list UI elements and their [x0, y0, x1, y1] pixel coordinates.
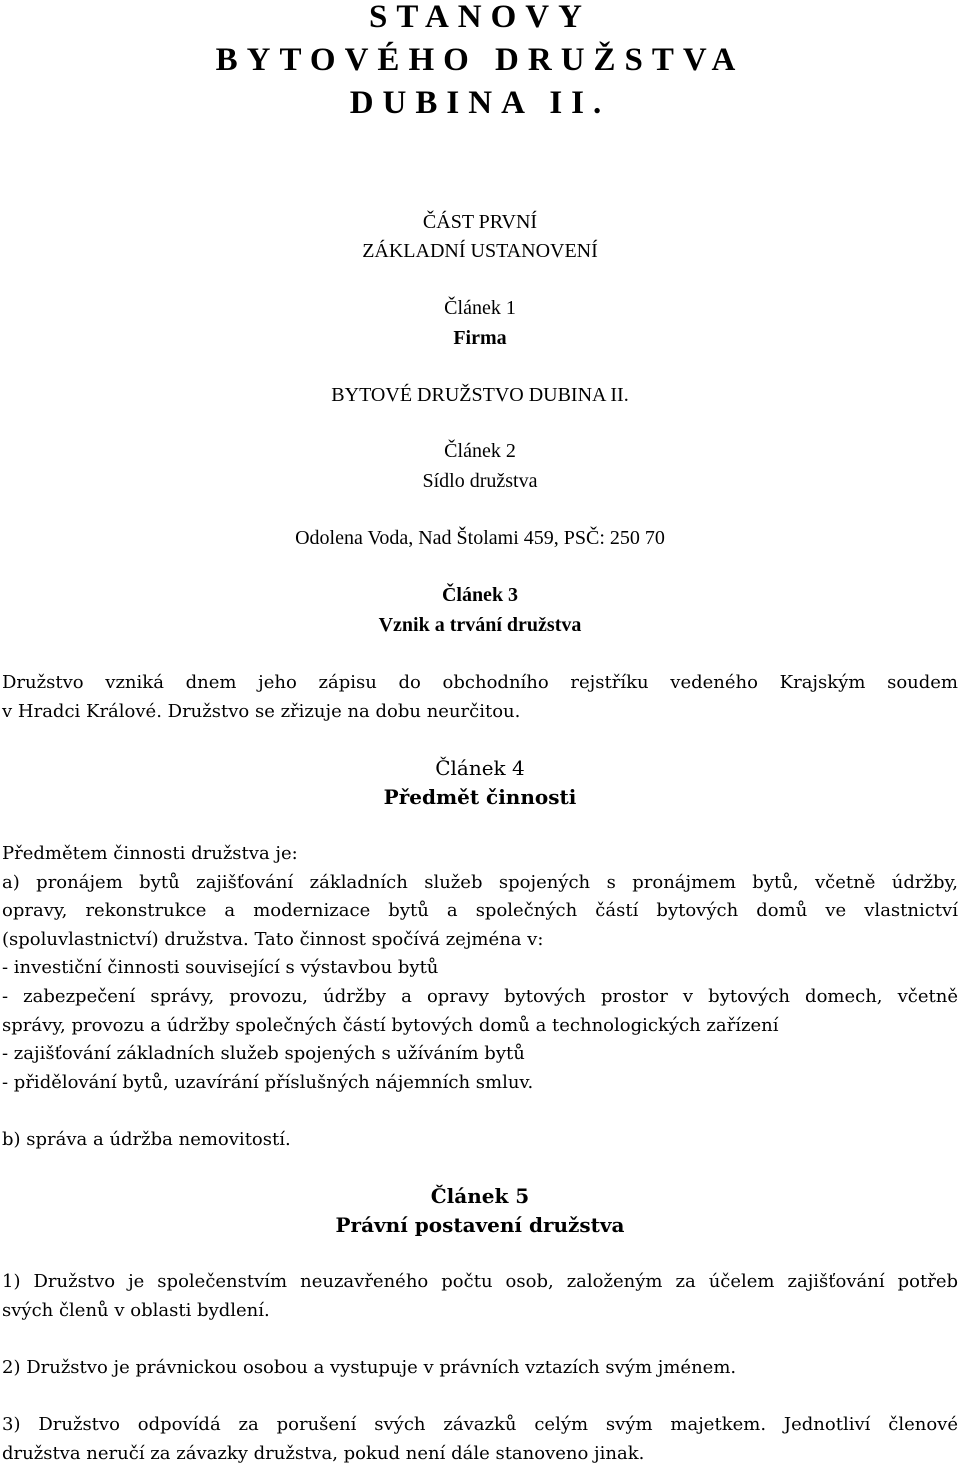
article-4-item-a-line-2: opravy, rekonstrukce a modernizace bytů a společných částí bytových domů ve vlastnictví: [2, 900, 958, 922]
article-3-number: Článek 3: [441, 584, 519, 606]
article-4-dash-2-line-1: - zabezpečení správy, provozu, údržby a opravy bytových prostor v bytových domech, včetně: [2, 985, 958, 1007]
article-4-dash-1: - investiční činnosti související s výstavbou bytů: [2, 957, 439, 979]
article-5-number: Článek 5: [430, 1184, 530, 1208]
article-4-number: Článek 4: [435, 756, 525, 780]
article-3-heading: Vznik a trvání družstva: [378, 614, 582, 636]
article-2-number: Článek 2: [444, 440, 516, 462]
document-title-line-2: BYTOVÉHO DRUŽSTVA: [215, 42, 745, 78]
article-2-heading: Sídlo družstva: [422, 470, 538, 492]
article-4-item-b: b) správa a údržba nemovitostí.: [2, 1129, 291, 1150]
article-4-dash-3: - zajišťování základních služeb spojených s užíváním bytů: [2, 1043, 525, 1065]
article-1-text: BYTOVÉ DRUŽSTVO DUBINA II.: [331, 384, 629, 406]
article-3-text: [2, 669, 958, 726]
article-3-text-line-2: v Hradci Králové. Družstvo se zřizuje na dobu neurčitou.: [2, 700, 521, 722]
article-5-paragraph-3-line-2: družstva neručí za závazky družstva, pokud není dále stanoveno jinak.: [2, 1442, 645, 1464]
article-4-item-a-line-1: a) pronájem bytů zajišťování základních služeb spojených s pronájmem bytů, včetně údržby,: [2, 871, 958, 893]
article-4-dash-2-line-2: správy, provozu a údržby společných částí bytových domů a technologických zařízení: [2, 1014, 779, 1036]
article-5-paragraph-1-line-1: 1) Družstvo je společenstvím neuzavřeného počtu osob, založeným za účelem zajišťování potřeb: [2, 1271, 958, 1292]
article-5-paragraph-3: [2, 1411, 958, 1468]
article-4-body: [2, 840, 958, 1097]
part-name: ZÁKLADNÍ USTANOVENÍ: [362, 240, 598, 262]
article-5-heading: Právní postavení družstva: [335, 1213, 625, 1237]
article-1-number: Článek 1: [444, 297, 516, 319]
article-2-text: Odolena Voda, Nad Štolami 459, PSČ: 250 70: [295, 527, 665, 549]
article-5-paragraph-2: 2) Družstvo je právnickou osobou a vystupuje v právních vztazích svým jménem.: [2, 1357, 737, 1378]
article-1-heading: Firma: [453, 327, 507, 349]
article-5-paragraph-3-line-1: 3) Družstvo odpovídá za porušení svých závazků celým svým majetkem. Jednotliví členové: [2, 1414, 958, 1435]
article-4-intro: Předmětem činnosti družstva je:: [2, 843, 298, 864]
article-4-item-a-line-3: (spoluvlastnictví) družstva. Tato činnost spočívá zejména v:: [2, 928, 544, 950]
article-3-text-line-1: Družstvo vzniká dnem jeho zápisu do obchodního rejstříku vedeného Krajským soudem: [2, 672, 958, 693]
document-title-line-3: DUBINA II.: [349, 85, 611, 121]
part-number: ČÁST PRVNÍ: [422, 211, 538, 233]
document-title-line-1: STANOVY: [369, 0, 591, 35]
article-4-heading: Předmět činnosti: [383, 785, 577, 809]
article-4-dash-4: - přidělování bytů, uzavírání příslušných nájemních smluv.: [2, 1071, 534, 1093]
article-5-paragraph-1: [2, 1268, 958, 1325]
article-5-paragraph-1-line-2: svých členů v oblasti bydlení.: [2, 1299, 270, 1321]
